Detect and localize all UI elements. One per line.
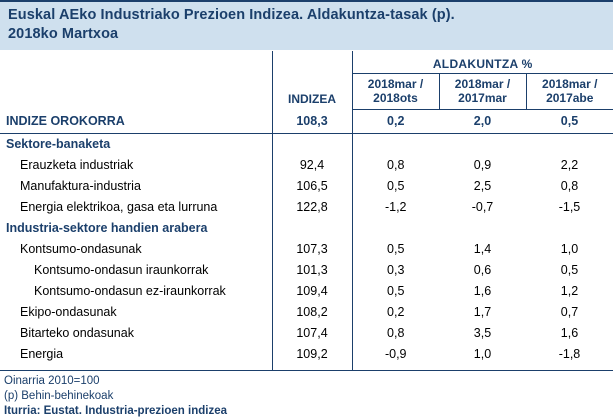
table-group-row bbox=[0, 218, 613, 239]
row-var-1 bbox=[352, 218, 439, 239]
header-col-2018mar-2017abe bbox=[526, 74, 613, 110]
row-var-1: 0,5 bbox=[352, 281, 439, 302]
row-var-2: 1,4 bbox=[473, 242, 492, 256]
header-col1-line1: 2018mar / bbox=[367, 77, 424, 91]
table-row bbox=[0, 176, 613, 197]
row-indizea: 92,4 bbox=[272, 155, 352, 176]
row-var-2: 2,0 bbox=[439, 110, 526, 134]
table-row bbox=[0, 302, 613, 323]
row-var-2: 1,6 bbox=[473, 284, 492, 298]
row-var-2: 2,5 bbox=[473, 179, 492, 193]
header-col3-line2: 2017abe bbox=[546, 91, 594, 105]
spacer-cell bbox=[0, 365, 272, 371]
spacer-cell bbox=[526, 365, 613, 371]
header-col2-line2: 2017mar bbox=[458, 91, 507, 105]
row-var-3: -1,8 bbox=[558, 347, 581, 361]
row-var-3 bbox=[526, 218, 613, 239]
table-body bbox=[0, 110, 613, 371]
table-row bbox=[0, 281, 613, 302]
row-var-3: 0,5 bbox=[560, 263, 579, 277]
row-var-2: 1,0 bbox=[473, 347, 492, 361]
row-indizea: 122,8 bbox=[272, 197, 352, 218]
row-indizea bbox=[272, 134, 352, 156]
header-col1-line2: 2018ots bbox=[373, 91, 418, 105]
row-label: Energia bbox=[20, 347, 64, 361]
row-label: Bitarteko ondasunak bbox=[20, 326, 134, 340]
page-title-line-1: Euskal AEko Industriako Prezioen Indizea. Aldakuntza-tasak (p). bbox=[8, 7, 455, 23]
footer-note-provisional: (p) Behin-behinekoak bbox=[4, 390, 114, 402]
row-label: Kontsumo-ondasun ez-iraunkorrak bbox=[34, 284, 226, 298]
row-indizea: 108,3 bbox=[272, 110, 352, 134]
table-bottom-border-row bbox=[0, 365, 613, 371]
table-row bbox=[0, 344, 613, 365]
row-var-2: 1,7 bbox=[473, 305, 492, 319]
row-label: Manufaktura-industria bbox=[20, 179, 141, 193]
row-var-2: 0,6 bbox=[473, 263, 492, 277]
row-var-3 bbox=[526, 134, 613, 156]
row-var-1 bbox=[352, 134, 439, 156]
row-var-3: 2,2 bbox=[560, 158, 579, 172]
table-row bbox=[0, 155, 613, 176]
spacer-cell bbox=[439, 365, 526, 371]
row-var-1: 0,8 bbox=[352, 155, 439, 176]
row-var-2 bbox=[439, 134, 526, 156]
table-row bbox=[0, 260, 613, 281]
row-label: Industria-sektore handien arabera bbox=[6, 221, 208, 235]
row-var-3: 1,0 bbox=[560, 242, 579, 256]
footer-note-base: Oinarria 2010=100 bbox=[4, 375, 100, 387]
row-indizea: 108,2 bbox=[272, 302, 352, 323]
row-indizea: 109,4 bbox=[272, 281, 352, 302]
row-var-1: 0,2 bbox=[352, 110, 439, 134]
table-group-row bbox=[0, 134, 613, 156]
header-col-2018mar-2017mar bbox=[439, 74, 526, 110]
row-var-2: -0,7 bbox=[471, 200, 494, 214]
row-var-1: -1,2 bbox=[352, 197, 439, 218]
row-var-3: 0,5 bbox=[526, 110, 613, 134]
row-var-3: 0,7 bbox=[560, 305, 579, 319]
header-col3-line1: 2018mar / bbox=[542, 77, 598, 91]
title-bar bbox=[0, 0, 613, 51]
row-indizea: 109,2 bbox=[272, 344, 352, 365]
header-indizea: INDIZEA bbox=[272, 51, 352, 110]
spacer-cell bbox=[352, 365, 439, 371]
row-indizea: 107,4 bbox=[272, 323, 352, 344]
row-label: Erauzketa industriak bbox=[20, 158, 134, 172]
table-row bbox=[0, 110, 613, 134]
row-var-1: 0,5 bbox=[352, 239, 439, 260]
row-indizea: 107,3 bbox=[272, 239, 352, 260]
row-indizea bbox=[272, 218, 352, 239]
header-col2-line1: 2018mar / bbox=[454, 77, 511, 91]
row-var-3: 1,2 bbox=[560, 284, 579, 298]
page-title-line-2: 2018ko Martxoa bbox=[8, 26, 119, 42]
header-blank bbox=[0, 51, 272, 110]
row-label: Kontsumo-ondasunak bbox=[20, 242, 142, 256]
row-label: INDIZE OROKORRA bbox=[0, 110, 272, 134]
row-var-2: 0,9 bbox=[473, 158, 492, 172]
row-var-3: 0,8 bbox=[560, 179, 579, 193]
row-var-1: 0,2 bbox=[352, 302, 439, 323]
row-var-1: 0,3 bbox=[352, 260, 439, 281]
table-row bbox=[0, 323, 613, 344]
table-header-row-1 bbox=[0, 51, 613, 74]
spacer-cell bbox=[272, 365, 352, 371]
row-indizea: 101,3 bbox=[272, 260, 352, 281]
row-label: Ekipo-ondasunak bbox=[20, 305, 117, 319]
row-indizea: 106,5 bbox=[272, 176, 352, 197]
row-label: Kontsumo-ondasun iraunkorrak bbox=[34, 263, 209, 277]
row-var-2: 3,5 bbox=[473, 326, 492, 340]
row-label: Energia elektrikoa, gasa eta lurruna bbox=[20, 200, 218, 214]
row-var-3: 1,6 bbox=[560, 326, 579, 340]
footer-notes bbox=[0, 371, 613, 419]
table-row bbox=[0, 239, 613, 260]
row-var-1: 0,5 bbox=[352, 176, 439, 197]
row-label: Sektore-banaketa bbox=[6, 137, 111, 151]
row-var-2 bbox=[439, 218, 526, 239]
row-var-1: 0,8 bbox=[352, 323, 439, 344]
table-row bbox=[0, 197, 613, 218]
row-var-1: -0,9 bbox=[352, 344, 439, 365]
header-aldakuntza: ALDAKUNTZA % bbox=[352, 51, 613, 74]
row-var-3: -1,5 bbox=[558, 200, 581, 214]
header-col-2018mar-2018ots bbox=[352, 74, 439, 110]
price-index-table bbox=[0, 51, 613, 371]
footer-source: Iturria: Eustat. Industria-prezioen indizea bbox=[4, 405, 228, 417]
